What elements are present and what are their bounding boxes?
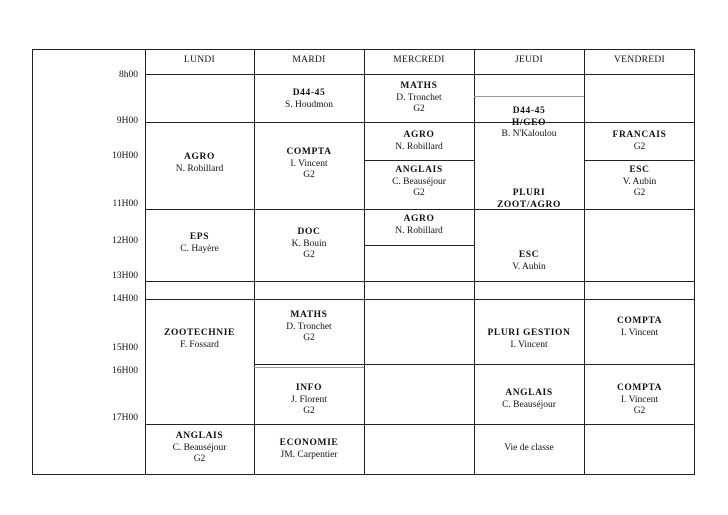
session-title: D44-45 xyxy=(512,106,546,116)
session-teacher: N. Robillard xyxy=(395,141,443,152)
row-divider xyxy=(254,367,364,368)
row-divider xyxy=(474,96,584,97)
session-group: G2 xyxy=(303,406,315,416)
session-cell xyxy=(254,88,364,111)
session-teacher: J. Florent xyxy=(291,394,327,405)
time-label: 8h00 xyxy=(119,70,138,80)
session-cell xyxy=(474,106,584,141)
session-cell xyxy=(145,152,254,175)
session-teacher: V. Aubin xyxy=(622,176,657,187)
time-label: 16H00 xyxy=(112,366,138,376)
session-title: COMPTA xyxy=(616,316,663,326)
session-title: ZOOTECHNIE xyxy=(164,328,235,338)
session-teacher: I. Vincent xyxy=(510,339,548,350)
session-teacher: C. Beauséjour xyxy=(392,176,446,187)
session-title: ESC xyxy=(518,250,540,260)
row-divider xyxy=(145,299,695,300)
session-teacher: I. Vincent xyxy=(620,394,659,405)
session-cell xyxy=(584,383,695,418)
session-title: INFO xyxy=(295,383,323,393)
session-cell xyxy=(474,388,584,411)
row-divider xyxy=(364,245,474,246)
session-cell xyxy=(254,227,364,262)
row-divider xyxy=(584,160,695,161)
session-title: H/GEO xyxy=(511,117,547,128)
session-teacher: F. Fossard xyxy=(180,339,219,350)
row-divider xyxy=(145,209,695,210)
row-divider xyxy=(584,364,695,365)
session-title: DOC xyxy=(297,227,321,237)
session-group: G2 xyxy=(413,188,425,198)
session-cell xyxy=(364,165,474,200)
session-teacher: I. Vincent xyxy=(290,158,328,169)
session-title: AGRO xyxy=(184,152,215,162)
session-group: G2 xyxy=(633,406,646,416)
time-label: 9H00 xyxy=(116,116,138,126)
row-divider xyxy=(254,364,364,365)
session-teacher: N. Robillard xyxy=(175,163,224,174)
day-header-mercredi: MERCREDI xyxy=(393,55,445,65)
session-cell xyxy=(254,383,364,418)
session-teacher: B. N'Kaloulou xyxy=(501,129,557,139)
row-divider xyxy=(145,281,695,282)
session-cell xyxy=(145,431,254,466)
session-cell xyxy=(474,443,584,455)
time-label: 12H00 xyxy=(112,236,138,246)
time-label: 17H00 xyxy=(112,413,138,423)
session-cell xyxy=(474,250,584,273)
session-teacher: V. Aubin xyxy=(512,261,546,272)
session-group: G2 xyxy=(633,188,646,198)
session-teacher: D. Tronchet xyxy=(396,92,442,103)
row-divider xyxy=(474,364,584,365)
session-group: G2 xyxy=(303,250,315,260)
session-cell xyxy=(145,328,254,351)
session-title: ANGLAIS xyxy=(505,388,553,398)
session-title: ECONOMIE xyxy=(279,438,339,448)
session-title: ZOOT/AGRO xyxy=(497,199,561,210)
time-label: 10H00 xyxy=(112,151,138,161)
session-title: ANGLAIS xyxy=(175,431,224,441)
day-header-mardi: MARDI xyxy=(292,55,326,65)
session-teacher: S. Houdmon xyxy=(284,99,334,110)
row-divider xyxy=(364,364,474,365)
column-divider xyxy=(145,49,146,475)
session-title: FRANCAIS xyxy=(612,130,667,140)
session-cell xyxy=(474,328,584,351)
day-header-lundi: LUNDI xyxy=(183,55,216,65)
session-title: ESC xyxy=(629,165,650,175)
session-title: ANGLAIS xyxy=(395,165,443,175)
session-title: PLURI xyxy=(512,188,546,198)
session-group: G2 xyxy=(633,141,646,152)
session-cell xyxy=(584,316,695,339)
session-group: G2 xyxy=(193,454,206,464)
session-cell xyxy=(254,147,364,182)
time-label: 14H00 xyxy=(112,294,138,304)
session-title: D44-45 xyxy=(292,88,326,98)
day-header-vendredi: VENDREDI xyxy=(614,55,665,65)
session-title: AGRO xyxy=(403,130,435,140)
session-teacher: C. Beauséjour xyxy=(502,399,556,410)
session-cell xyxy=(584,130,695,153)
session-note: Vie de classe xyxy=(504,443,554,453)
session-cell xyxy=(364,81,474,116)
session-teacher: D. Tronchet xyxy=(286,321,332,332)
session-title: AGRO xyxy=(403,214,435,224)
session-group: G2 xyxy=(413,104,425,114)
session-title: COMPTA xyxy=(286,147,332,157)
session-cell xyxy=(254,438,364,461)
session-cell xyxy=(364,214,474,237)
session-teacher: C. Hayère xyxy=(180,243,219,254)
time-label: 15H00 xyxy=(112,343,138,353)
time-label: 13H00 xyxy=(112,271,138,281)
session-teacher: JM. Carpentier xyxy=(280,449,338,460)
row-divider xyxy=(145,122,695,123)
session-cell xyxy=(474,188,584,211)
row-divider xyxy=(364,160,474,161)
session-group: G2 xyxy=(303,170,315,180)
session-cell xyxy=(254,310,364,345)
row-divider xyxy=(145,424,695,425)
session-group: G2 xyxy=(303,333,315,343)
session-cell xyxy=(364,130,474,153)
session-teacher: N. Robillard xyxy=(395,225,443,236)
session-title: COMPTA xyxy=(616,383,663,393)
session-title: EPS xyxy=(189,232,210,242)
session-title: PLURI GESTION xyxy=(487,328,571,338)
day-header-jeudi: JEUDI xyxy=(515,55,543,65)
session-cell xyxy=(584,165,695,200)
session-cell xyxy=(145,232,254,255)
session-title: MATHS xyxy=(290,310,328,320)
session-title: MATHS xyxy=(400,81,438,91)
session-teacher: K. Bouin xyxy=(291,238,327,249)
session-teacher: C. Beauséjour xyxy=(172,442,227,453)
row-divider xyxy=(145,74,695,75)
time-label: 11H00 xyxy=(112,199,138,209)
session-teacher: I. Vincent xyxy=(620,327,659,338)
